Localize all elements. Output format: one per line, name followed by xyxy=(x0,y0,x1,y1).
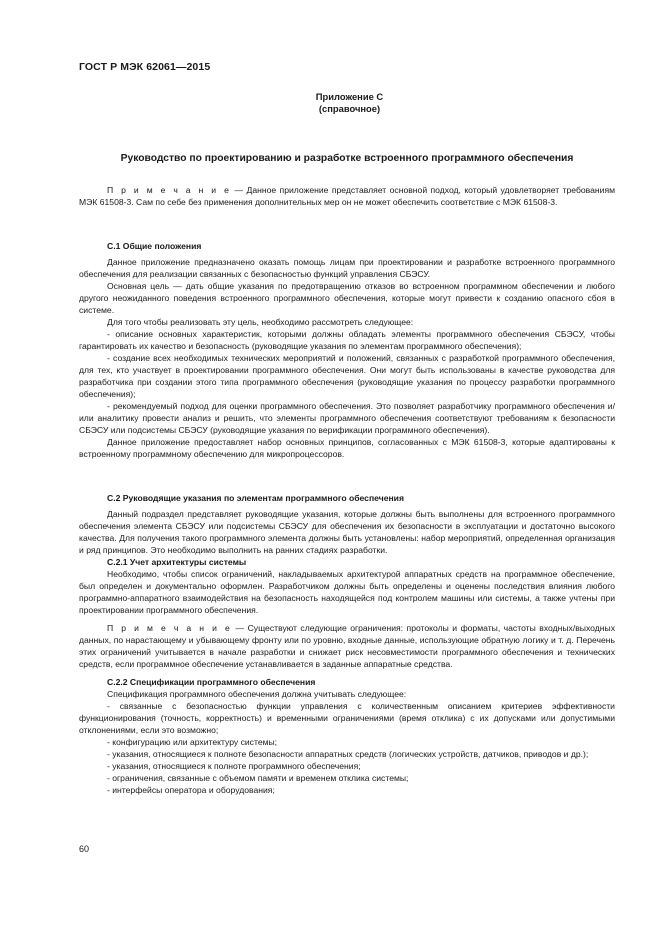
c21-paragraph-1: Необходимо, чтобы список ограничений, накладываемых архитектурой аппаратных средств на программное обеспечение, был определен и документально оформлен. Разработчиком должны быть определены и оценены последствия влияния любого программно-аппаратного взаимодействия на безопасность находящейся под контролем машины или системы, а также учтены при проектировании программного обеспечения. xyxy=(79,569,615,615)
section-c1 xyxy=(79,240,615,460)
c1-paragraph-1: Данное приложение предназначено оказать помощь лицам при проектировании и разработке встроенного программного обеспечения для реализации связанных с безопасностью функций управления СБЭСУ. xyxy=(79,257,615,279)
note-1-paragraph xyxy=(79,184,615,208)
c22-bullet-3: - указания, относящиеся к полноте безопасности аппаратных средств (логических устройств, датчиков, приводов и др.); xyxy=(107,749,589,759)
section-c2 xyxy=(79,492,615,796)
c1-bullet-2: - создание всех необходимых технических мероприятий и положений, связанных с разработкой программного обеспечения, для тех, кто участвует в проектировании программного обеспечения. Они могут быть использованы в качестве руководства для разработчика при создании этого типа программного обеспечения (руководящие указания по процессу разработки программного обеспечения); xyxy=(79,353,615,399)
appendix-subtitle: (справочное) xyxy=(318,103,381,114)
c22-bullet-2: - конфигурацию или архитектуру системы; xyxy=(107,737,278,747)
document-title: Руководство по проектированию и разработке встроенного программного обеспечения xyxy=(120,153,574,164)
c2-heading: С.2 Руководящие указания по элементам программного обеспечения xyxy=(107,493,404,503)
c22-bullet-1: - связанные с безопасностью функции управления с количественным описанием критериев эффективности функционирования (точность, корректность) и временными ограничениями (время отклика) с их допусками или допустимыми отклонениями, если это возможно; xyxy=(79,701,615,735)
note-1 xyxy=(79,184,615,208)
c1-bullet-3: - рекомендуемый подход для оценки программного обеспечения. Это позволяет разработчику программного обеспечения и/или аналитику провести анализ и решить, что элементы программного обеспечения соответствуют требованиям к безопасности СБЭСУ или подсистемы СБЭСУ (руководящие указания по верификации программного обеспечения). xyxy=(79,401,615,435)
appendix-title: Приложение С xyxy=(315,91,384,102)
page-number: 60 xyxy=(79,844,90,854)
note-1-text: — Данное приложение представляет основной подход, который удовлетворяет требованиям МЭК 61508-3. Сам по себе без применения дополнительных мер он не может обеспечить соответствие с МЭК 61508-3. xyxy=(79,185,616,207)
standard-header: ГОСТ Р МЭК 62061—2015 xyxy=(79,61,211,73)
c1-paragraph-4: Данное приложение предоставляет набор основных принципов, согласованных с МЭК 61508-3, которые адаптированы к встроенному программному обеспечению для микропроцессоров. xyxy=(79,437,615,459)
c22-bullet-5: - ограничения, связанные с объемом памяти и временем отклика системы; xyxy=(107,773,409,783)
c1-heading: С.1 Общие положения xyxy=(107,241,202,251)
note-2-label: П р и м е ч а н и е xyxy=(107,623,233,633)
c1-bullet-1: - описание основных характеристик, которыми должны обладать элементы программного обеспечения СБЭСУ, чтобы гарантировать их качество и безопасность (руководящие указания по элементам программного обеспечения); xyxy=(79,329,615,351)
note-1-label: П р и м е ч а н и е xyxy=(107,185,232,195)
note-2-text: — Существуют следующие ограничения: протоколы и форматы, частоты входных/выходных данных, по нарастающему и убывающему фронту или по уровню, входные данные, использующие обратную логику и т. д. Перечень этих ограничений учитывается в начале разработки и снижает риск несовместимости программного обеспечения и технических средств, если программное обеспечение устанавливается в заданные аппаратные средства. xyxy=(79,623,615,669)
c22-bullet-4: - указания, относящиеся к полноте программного обеспечения; xyxy=(107,761,361,771)
c1-paragraph-3: Для того чтобы реализовать эту цель, необходимо рассмотреть следующее: xyxy=(107,317,414,327)
note-2-paragraph xyxy=(79,622,615,670)
c22-paragraph-1: Спецификация программного обеспечения должна учитывать следующее: xyxy=(107,689,407,699)
c22-bullet-6: - интерфейсы оператора и оборудования; xyxy=(107,785,275,795)
c21-heading: С.2.1 Учет архитектуры системы xyxy=(107,557,247,567)
c2-paragraph-1: Данный подраздел представляет руководящие указания, которые должны быть выполнены для встроенного программного обеспечения элемента СБЭСУ или подсистемы СБЭСУ для обеспечения их безопасности в эксплуатации и достаточно высокого качества. Для получения такого программного элемента должны быть установлены: набор мероприятий, определенная организация и ряд принципов. Это необходимо выполнить на ранних стадиях разработки. xyxy=(79,509,615,555)
c22-heading: С.2.2 Спецификации программного обеспечения xyxy=(107,677,316,687)
c1-paragraph-2: Основная цель — дать общие указания по предотвращению отказов во встроенном программном обеспечении и любого другого неожиданного поведения встроенного программного обеспечения, которые могут привести к созданию опасного сбоя в системе. xyxy=(79,281,615,315)
